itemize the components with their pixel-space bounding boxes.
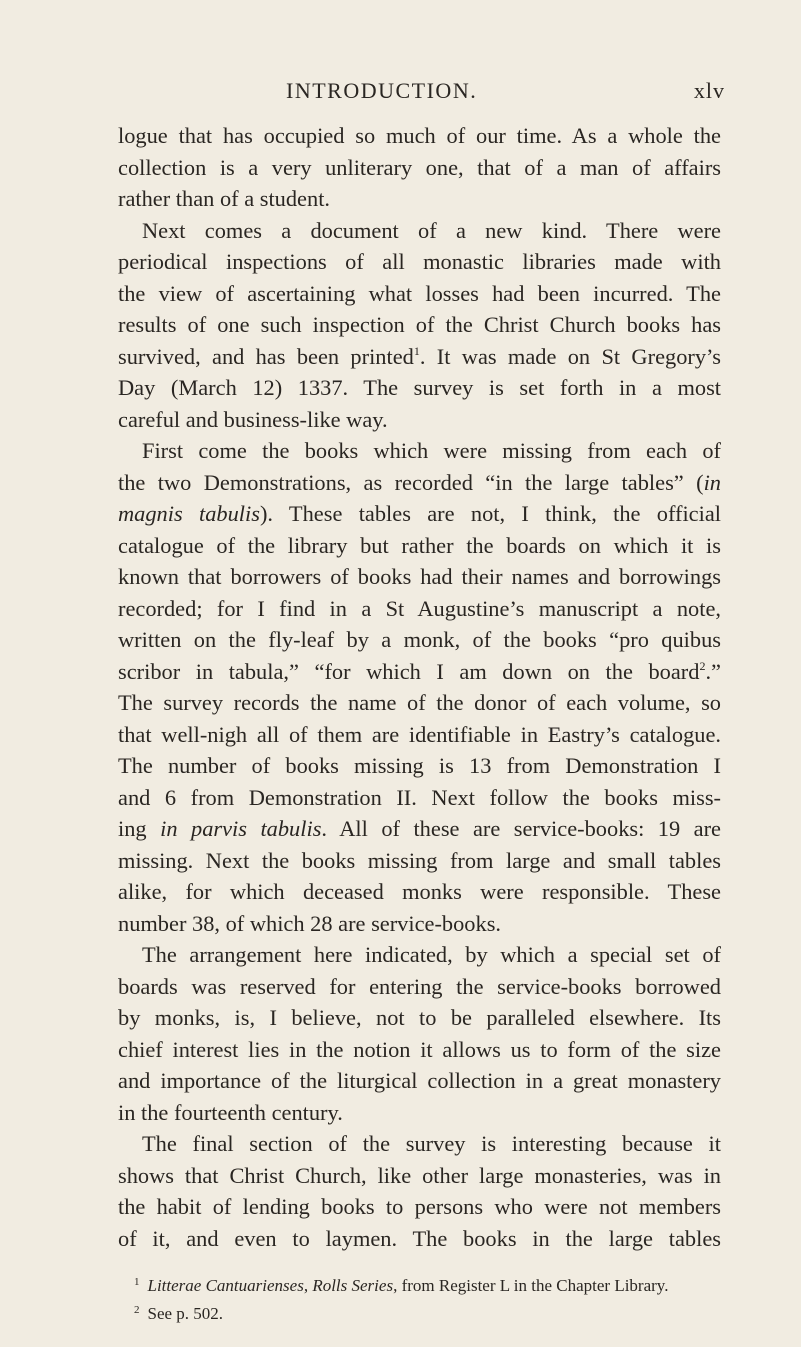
text-line: missing. Next the books missing from large and small tables [118,847,721,873]
text-line: boards was reserved for entering the service-books borrowed [118,973,721,999]
text-segment: the two Demonstrations, as recorded “in the large tables” ( [118,469,704,495]
text-segment: . All of these are service-books: 19 are [321,816,721,841]
footnotes [118,1270,721,1326]
text-line: rather than of a student. [118,186,331,211]
text-line [118,467,721,499]
text-line: Next comes a document of a new kind. There were [142,217,721,243]
text-line: survived, and has been printed$^1$. It was made on St Gregory’s [118,343,721,369]
text-line: of it, and even to laymen. The books in the large tables [118,1225,721,1251]
text-line [118,813,721,845]
text-line: alike, for which deceased monks were responsible. These [118,879,721,904]
text-segment: scribor in tabula,” “for which I am down on the board [118,658,700,684]
text-line: by monks, is, I believe, not to be paralleled elsewhere. Its [118,1005,721,1030]
text-line: periodical inspections of all monastic libraries made with [118,249,721,274]
footnote-text: , from Register L in the Chapter Library. [393,1276,669,1295]
text-segment: It was made on St Gregory’s [436,343,721,369]
text-line: recorded; for I find in a St Augustine’s manuscript a note, [118,595,721,621]
footnote-mark: 1 [134,1276,140,1288]
text-segment: .” [705,658,721,684]
italic-text: magnis tabulis [118,501,260,526]
page-header [0,78,801,108]
text-line: the view of ascertaining what losses had been incurred. The [118,280,721,306]
text-line: The arrangement here indicated, by which a special set of [142,942,721,967]
text-line: chief interest lies in the notion it allows us to form of the size [118,1036,721,1062]
text-line: that well-nigh all of them are identifiable in Eastry’s catalogue. [118,721,721,747]
footnote-1: $^1$ Litterae Cantuarienses, Rolls Series, from Register L in the Chapter Library. [134,1276,669,1295]
text-line: The survey records the name of the donor of each volume, so [118,690,721,715]
text-line: logue that has occupied so much of our time. As a whole the [118,123,721,148]
text-line: results of one such inspection of the Christ Church books has [118,312,721,337]
body-text [118,120,721,1254]
text-line: careful and business-like way. [118,406,388,432]
footnote-ref: 2 [699,658,706,673]
text-line: and importance of the liturgical collection in a great monastery [118,1068,721,1093]
footnote-mark: 2 [134,1304,140,1316]
footnote-ref: 1 [413,343,420,358]
text-line: known that borrowers of books had their names and borrowings [118,564,721,589]
text-segment: ing [118,816,147,841]
footnote-series: Rolls Series [312,1276,394,1295]
text-line: collection is a very unliterary one, that of a man of affairs [118,154,721,180]
text-line: The number of books missing is 13 from Demonstration I [118,753,721,778]
text-line: in the fourteenth century. [118,1099,343,1125]
text-line [118,656,721,688]
text-line: First come the books which were missing from each of [142,438,721,463]
footnote-2 [118,1298,721,1326]
text-line: Day (March 12) 1337. The survey is set forth in a most [118,375,721,400]
italic-text: in [703,469,721,495]
text-line: and 6 from Demonstration II. Next follow the books miss- [118,784,721,810]
footnote-title: Litterae Cantuarienses [147,1276,304,1295]
footnote-text: See p. 502. [147,1304,224,1323]
text-segment: ). These tables are not, I think, the official [259,501,722,526]
text-line: number 38, of which 28 are service-books. [118,910,502,936]
page-number: xlv [693,78,725,103]
italic-text: in parvis tabulis [160,816,322,841]
text-line: the habit of lending books to persons who were not members [118,1194,721,1219]
text-line: shows that Christ Church, like other large monasteries, was in [118,1162,721,1188]
text-line [118,498,721,530]
text-line: written on the fly-leaf by a monk, of the books “pro quibus [118,627,721,652]
text-segment: survived, and has been printed [118,343,414,369]
text-line: catalogue of the library but rather the boards on which it is [118,532,721,558]
running-title: INTRODUCTION. [286,78,478,103]
text-line: The final section of the survey is interesting because it [142,1131,721,1156]
